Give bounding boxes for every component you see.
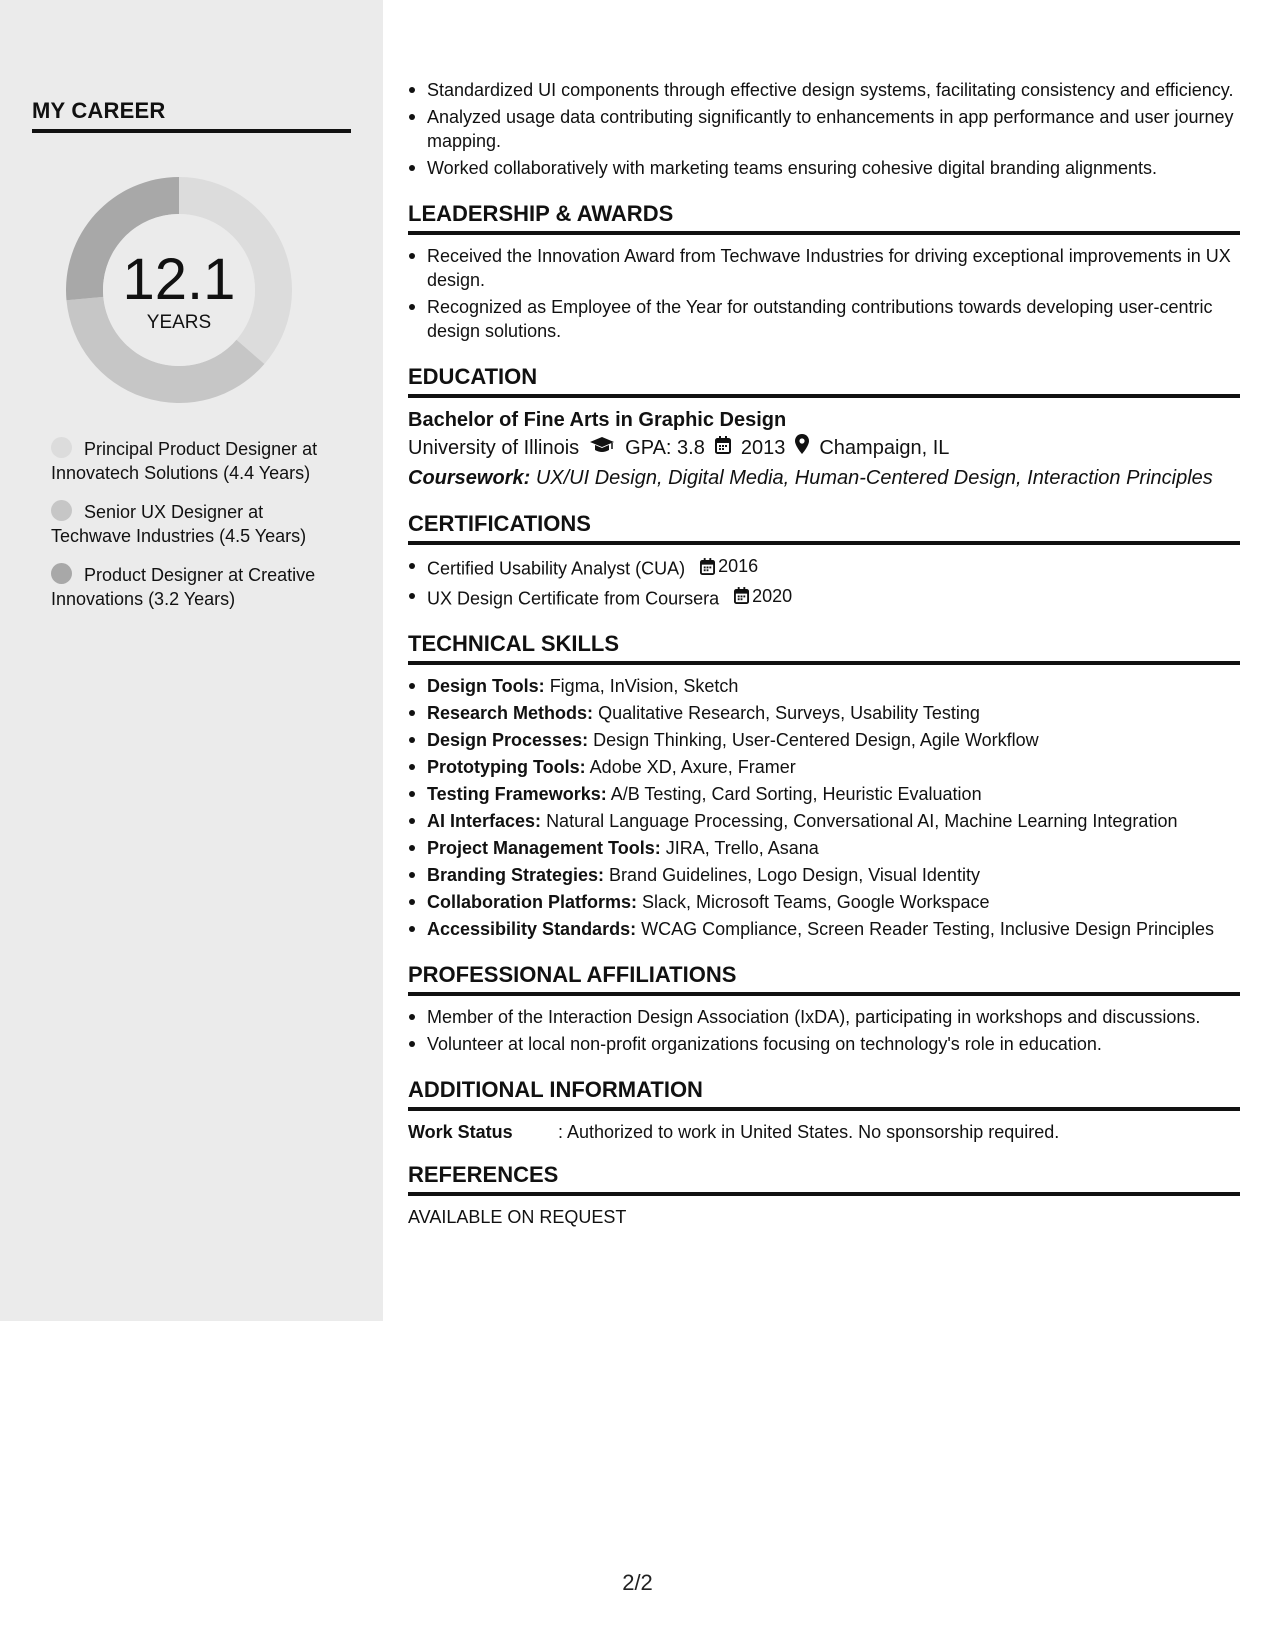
certification-item: [408, 584, 1240, 611]
career-role-text: Product Designer at Creative Innovations (3.2 Years): [51, 565, 316, 609]
additional-info-heading: ADDITIONAL INFORMATION: [408, 1059, 1240, 1111]
skill-value: Adobe XD, Axure, Framer: [589, 757, 796, 777]
skill-label: Design Tools:: [427, 676, 545, 696]
skills-list: [408, 674, 1240, 941]
skill-item: [408, 890, 1240, 914]
affiliations-list: [408, 1005, 1240, 1056]
calendar-icon: [700, 558, 715, 575]
skill-item: [408, 674, 1240, 698]
education-gpa: GPA: 3.8: [625, 437, 705, 459]
career-total-value: 12.1: [122, 247, 236, 312]
career-legend: [51, 437, 331, 626]
career-legend-item: [51, 563, 331, 611]
page-number: 2/2: [622, 1570, 653, 1595]
skill-label: Collaboration Platforms:: [427, 892, 638, 912]
skill-label: Prototyping Tools:: [427, 757, 586, 777]
career-title: MY CAREER: [32, 98, 351, 133]
work-status-value: : Authorized to work in United States. No sponsorship required.: [558, 1122, 1060, 1142]
skill-value: Slack, Microsoft Teams, Google Workspace: [642, 892, 990, 912]
skill-item: [408, 863, 1240, 887]
references-heading: REFERENCES: [408, 1144, 1240, 1196]
education-degree: Bachelor of Fine Arts in Graphic Design: [408, 409, 787, 431]
skill-value: Qualitative Research, Surveys, Usability Testing: [598, 703, 980, 723]
legend-dot-icon: [51, 563, 72, 584]
leadership-list: [408, 244, 1240, 343]
certifications-heading: CERTIFICATIONS: [408, 493, 1240, 545]
career-role-text: Principal Product Designer at Innovatech Solutions (4.4 Years): [51, 439, 318, 483]
map-pin-icon: [795, 433, 809, 463]
education-heading: EDUCATION: [408, 346, 1240, 398]
affiliation-item: Volunteer at local non-profit organizations focusing on technology's role in education.: [408, 1032, 1240, 1056]
affiliation-item: Member of the Interaction Design Association (IxDA), participating in workshops and discussions.: [408, 1005, 1240, 1029]
certification-item: [408, 554, 1240, 581]
career-legend-item: [51, 500, 331, 548]
coursework-list: UX/UI Design, Digital Media, Human-Centered Design, Interaction Principles: [535, 467, 1213, 489]
certification-date: [700, 554, 758, 578]
certification-date: [734, 584, 792, 608]
certification-year: 2016: [718, 556, 759, 576]
experience-bullet: Standardized UI components through effective design systems, facilitating consistency and efficiency.: [408, 78, 1240, 102]
skill-label: Testing Frameworks:: [427, 784, 607, 804]
experience-bullets: [408, 78, 1240, 180]
skill-label: Design Processes:: [427, 730, 589, 750]
skill-label: Project Management Tools:: [427, 838, 661, 858]
legend-dot-icon: [51, 437, 72, 458]
work-status-label: Work Status: [408, 1122, 513, 1142]
education-year: 2013: [740, 437, 786, 459]
skills-heading: TECHNICAL SKILLS: [408, 613, 1240, 665]
skill-item: [408, 836, 1240, 860]
skill-value: Brand Guidelines, Logo Design, Visual Identity: [609, 865, 980, 885]
skill-label: AI Interfaces:: [427, 811, 542, 831]
certification-name: UX Design Certificate from Coursera: [427, 588, 720, 608]
affiliations-heading: PROFESSIONAL AFFILIATIONS: [408, 944, 1240, 996]
education-location: Champaign, IL: [819, 437, 950, 459]
experience-bullet: Analyzed usage data contributing significantly to enhancements in app performance and user journey mapping.: [408, 105, 1240, 153]
leadership-item: Recognized as Employee of the Year for outstanding contributions towards developing user-centric design solutions.: [408, 295, 1240, 343]
calendar-icon: [715, 433, 731, 463]
skill-value: WCAG Compliance, Screen Reader Testing, Inclusive Design Principles: [641, 919, 1215, 939]
skill-value: Figma, InVision, Sketch: [549, 676, 739, 696]
skill-item: [408, 782, 1240, 806]
experience-bullet: Worked collaboratively with marketing teams ensuring cohesive digital branding alignments.: [408, 156, 1240, 180]
leadership-item: Received the Innovation Award from Techwave Industries for driving exceptional improvements in UX design.: [408, 244, 1240, 292]
skill-value: Design Thinking, User-Centered Design, Agile Workflow: [593, 730, 1039, 750]
skill-item: [408, 728, 1240, 752]
skill-item: [408, 809, 1240, 833]
skill-value: Natural Language Processing, Conversational AI, Machine Learning Integration: [546, 811, 1178, 831]
leadership-heading: LEADERSHIP & AWARDS: [408, 183, 1240, 235]
skill-item: [408, 701, 1240, 725]
sidebar: [0, 0, 383, 1321]
main-content: [408, 78, 1240, 1229]
skill-item: [408, 917, 1240, 941]
calendar-icon: [734, 587, 749, 604]
skill-value: A/B Testing, Card Sorting, Heuristic Evaluation: [610, 784, 982, 804]
work-status-row: [408, 1120, 1240, 1144]
skill-label: Accessibility Standards:: [427, 919, 637, 939]
graduation-cap-icon: [589, 433, 615, 463]
certification-name: Certified Usability Analyst (CUA): [427, 558, 686, 579]
coursework-label: Coursework:: [408, 467, 531, 489]
career-total-unit: YEARS: [146, 312, 212, 333]
skill-label: Branding Strategies:: [427, 865, 605, 885]
skill-item: [408, 755, 1240, 779]
education-school: University of Illinois: [408, 437, 580, 459]
skill-label: Research Methods:: [427, 703, 594, 723]
education-details: [408, 433, 1240, 463]
certifications-list: [408, 554, 1240, 610]
skill-value: JIRA, Trello, Asana: [665, 838, 819, 858]
education-coursework: [408, 463, 1240, 493]
certification-year: 2020: [752, 585, 793, 606]
career-legend-item: [51, 437, 331, 485]
legend-dot-icon: [51, 500, 72, 521]
references-text: AVAILABLE ON REQUEST: [408, 1207, 627, 1227]
career-role-text: Senior UX Designer at Techwave Industries (4.5 Years): [51, 502, 307, 546]
